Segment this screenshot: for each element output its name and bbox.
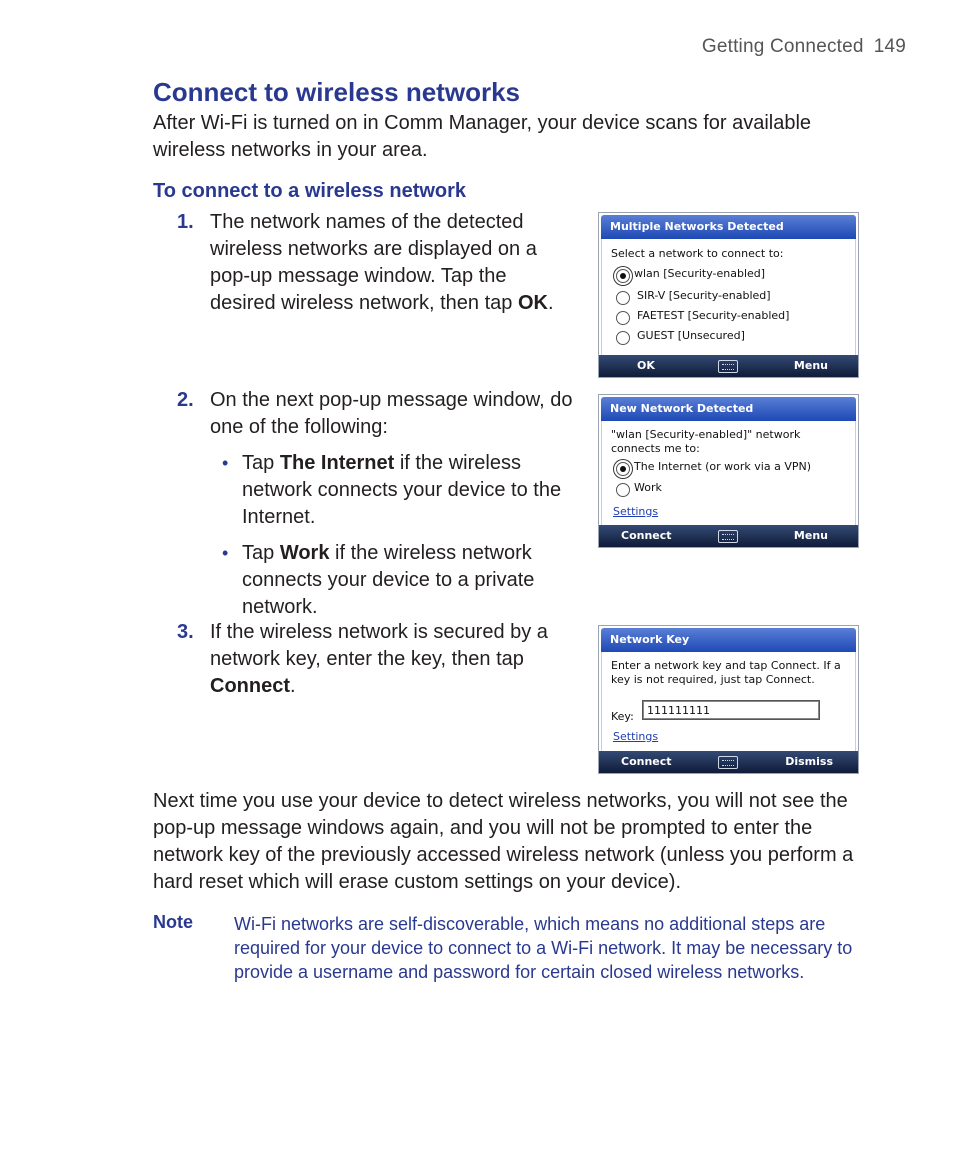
screen-network-key [598, 625, 859, 774]
network-option[interactable]: GUEST [Unsecured] [637, 329, 745, 342]
step-number: 1. [177, 211, 194, 233]
screen-new-network [598, 394, 859, 548]
ok-softkey[interactable]: OK [637, 359, 655, 372]
dialog-prompt: "wlan [Security-enabled]" network connects me to: [611, 428, 801, 455]
keyboard-icon[interactable] [718, 530, 738, 543]
network-option[interactable]: wlan [Security-enabled] [634, 267, 766, 280]
key-label: Key: [611, 710, 634, 723]
step-number: 3. [177, 621, 194, 643]
note-label: Note [153, 912, 193, 932]
dialog-prompt: Select a network to connect to: [611, 247, 784, 260]
page-number: 149 [873, 36, 906, 57]
radio-button[interactable] [616, 291, 630, 305]
radio-button[interactable] [616, 269, 630, 283]
page-title: Connect to wireless networks [153, 77, 520, 107]
dialog-title: New Network Detected [601, 397, 856, 421]
softkey-bar [599, 355, 858, 377]
network-option[interactable]: SIR-V [Security-enabled] [637, 289, 771, 302]
connection-option[interactable]: Work [634, 481, 662, 494]
bullet-internet: • Tap The Internet if the wireless network connects your device to the Internet. [222, 452, 562, 528]
closing-paragraph: Next time you use your device to detect wireless networks, you will not see the pop-up message windows again, and you will not be prompted to enter the network key of the previously accessed wireless network (unless you perform a hard reset which will erase custom settings on your device). [153, 790, 854, 893]
bullet-dot: • [222, 543, 229, 563]
dialog-prompt: Enter a network key and tap Connect. If a key is not required, just tap Connect. [611, 659, 841, 686]
radio-button[interactable] [616, 331, 630, 345]
settings-link[interactable]: Settings [613, 505, 659, 518]
dismiss-softkey[interactable]: Dismiss [785, 755, 833, 768]
radio-button[interactable] [616, 462, 630, 476]
dialog-title: Network Key [601, 628, 856, 652]
menu-softkey[interactable]: Menu [793, 359, 828, 372]
keyboard-icon[interactable] [718, 360, 738, 373]
radio-button[interactable] [616, 311, 630, 325]
dialog-title: Multiple Networks Detected [601, 215, 856, 239]
step-text: The network names of the detected wireless networks are displayed on a pop-up message window. Tap the desired wireless network, then tap OK. [210, 211, 554, 314]
intro-paragraph: After Wi-Fi is turned on in Comm Manager, your device scans for available wireless networks in your area. [153, 112, 812, 161]
connect-softkey[interactable]: Connect [621, 755, 672, 768]
network-option[interactable]: FAETEST [Security-enabled] [637, 309, 790, 322]
running-header [702, 36, 906, 58]
connection-option[interactable]: The Internet (or work via a VPN) [634, 460, 812, 473]
procedure-heading: To connect to a wireless network [153, 180, 467, 202]
bullet-dot: • [222, 453, 229, 473]
screen-multiple-networks [598, 212, 859, 378]
note-text: Wi-Fi networks are self-discoverable, which means no additional steps are required for your device to connect to a Wi-Fi network. It may be necessary to provide a username and password for certain closed wireless networks. [234, 914, 853, 982]
settings-link[interactable]: Settings [613, 730, 659, 743]
keyboard-icon[interactable] [718, 756, 738, 769]
softkey-bar [599, 751, 858, 773]
radio-button[interactable] [616, 483, 630, 497]
step-number: 2. [177, 389, 194, 411]
menu-softkey[interactable]: Menu [793, 529, 828, 542]
network-key-input[interactable]: 111111111 [642, 700, 820, 720]
step-text: On the next pop-up message window, do one of the following: [210, 389, 573, 438]
bullet-work: • Tap Work if the wireless network connects your device to a private network. [222, 542, 535, 618]
step-text: If the wireless network is secured by a network key, enter the key, then tap Connect. [210, 621, 548, 697]
connect-softkey[interactable]: Connect [621, 529, 672, 542]
softkey-bar [599, 525, 858, 547]
section-name: Getting Connected [701, 36, 864, 57]
